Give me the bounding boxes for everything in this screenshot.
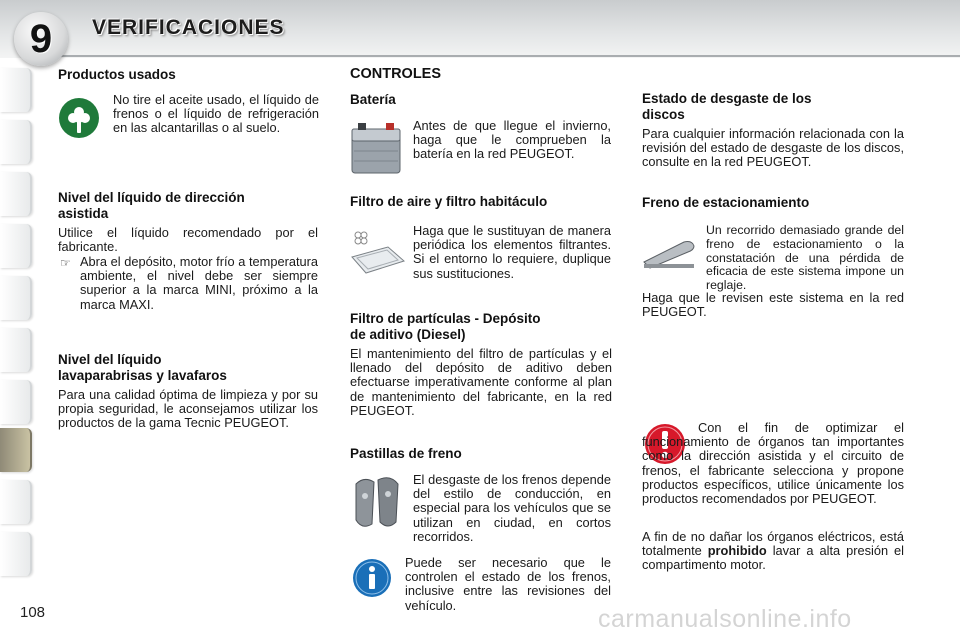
- page-number: 108: [20, 604, 46, 621]
- direccion-text: Utilice el líquido recomendado por el fabricante.: [58, 225, 318, 255]
- lavaparabrisas-text: Para una calidad óptima de limpieza y por su propia seguridad, le aconsejamos utilizar los productos de la gama Tecnic PEUGEOT.: [58, 387, 318, 431]
- lavaparabrisas-title-line1: Nivel del líquido: [58, 352, 162, 367]
- chapter-tab[interactable]: [0, 120, 32, 164]
- discos-title-line1: Estado de desgaste de los: [642, 91, 812, 106]
- discos-title-line2: discos: [642, 107, 685, 122]
- chapter-tab[interactable]: [0, 328, 32, 372]
- brake-pads-icon: [350, 474, 404, 532]
- chapter-title: VERIFICACIONES: [92, 16, 285, 39]
- pastillas-title: Pastillas de freno: [350, 446, 462, 461]
- chapter-number: 9: [29, 16, 53, 61]
- warning-text1: Con el fin de optimizar el funcionamiento de órganos tan importantes como la dirección asistida y el circuito de frenos, el fabricante selecciona y propone productos específicos, utilice únicamente los productos recomendados por PEUGEOT.: [642, 420, 904, 507]
- air-filter-icon: [348, 227, 406, 277]
- direccion-title-line1: Nivel del líquido de dirección: [58, 190, 245, 205]
- bateria-title: Batería: [350, 92, 396, 107]
- chapter-tab[interactable]: [0, 68, 32, 112]
- filtro-particulas-title-line2: de aditivo (Diesel): [350, 327, 466, 342]
- warning-text2-bold: prohibido: [707, 543, 767, 559]
- direccion-title-line2: asistida: [58, 206, 109, 221]
- chapter-tab-active[interactable]: [0, 428, 32, 472]
- productos-title: Productos usados: [58, 67, 176, 82]
- warning-text2-after: lavar a alta presión el compartimento motor.: [642, 543, 904, 573]
- discos-title: [642, 91, 904, 123]
- chapter-tab[interactable]: [0, 480, 32, 524]
- filtro-particulas-text: El mantenimiento del filtro de partículas y el llenado del depósito de aditivo deben efectuarse imperativamente conforme al plan de mantenimiento del fabricante, en la red PEUGEOT.: [350, 346, 612, 418]
- recycle-icon: [58, 97, 100, 139]
- lavaparabrisas-title: [58, 352, 318, 384]
- chapter-tab[interactable]: [0, 380, 32, 424]
- hand-pointer-icon: ☞: [60, 256, 71, 270]
- filtro-particulas-title: [350, 311, 612, 343]
- filtro-aire-title: Filtro de aire y filtro habitáculo: [350, 194, 548, 209]
- chapter-tabs: [0, 60, 34, 580]
- chapter-tab[interactable]: [0, 172, 32, 216]
- chapter-tab[interactable]: [0, 224, 32, 268]
- filtro-particulas-title-line1: Filtro de partículas - Depósito: [350, 311, 541, 326]
- estacionamiento-title: Freno de estacionamiento: [642, 195, 810, 210]
- header-divider: [40, 55, 960, 57]
- parking-brake-icon: [642, 232, 698, 270]
- chapter-badge: [14, 12, 68, 66]
- bateria-text: Antes de que llegue el invierno, haga que le comprueben la batería en la red PEUGEOT.: [413, 118, 611, 162]
- filtro-aire-text: Haga que le sustituyan de manera periódica los elementos filtrantes. Si el entorno lo requiere, duplique sus sustituciones.: [413, 223, 611, 281]
- productos-text: No tire el aceite usado, el líquido de frenos o el líquido de refrigeración en las alcantarillas o al suelo.: [113, 92, 319, 136]
- watermark: carmanualsonline.info: [598, 605, 852, 633]
- direccion-title: [58, 190, 318, 222]
- controles-heading: CONTROLES: [350, 66, 442, 82]
- info-text: Puede ser necesario que le controlen el estado de los frenos, inclusive entre las revisiones del vehículo.: [405, 555, 611, 613]
- chapter-tab[interactable]: [0, 276, 32, 320]
- estacionamiento-text2: Haga que le revisen este sistema en la red PEUGEOT.: [642, 290, 904, 320]
- info-icon: [352, 558, 392, 598]
- estacionamiento-text1: Un recorrido demasiado grande del freno de estacionamiento o la constatación de una pérdida de eficacia de este sistema impone un reglaje.: [706, 223, 904, 293]
- direccion-bullet-text: Abra el depósito, motor frío a temperatura ambiente, el nivel debe ser siempre superior a la marca MINI, próximo a la marca MAXI.: [80, 254, 318, 312]
- battery-icon: [348, 117, 404, 177]
- chapter-tab[interactable]: [0, 532, 32, 576]
- warning-text2-before: A fin de no dañar los órganos eléctricos, está totalmente: [642, 529, 904, 559]
- warning-text2: [642, 530, 904, 573]
- discos-text: Para cualquier información relacionada con la revisión del estado de desgaste de los discos, consulte en la red PEUGEOT.: [642, 126, 904, 170]
- pastillas-text: El desgaste de los frenos depende del estilo de conducción, en especial para los vehículos que se utilizan en ciudad, en cortos recorridos.: [413, 472, 611, 544]
- lavaparabrisas-title-line2: lavaparabrisas y lavafaros: [58, 368, 227, 383]
